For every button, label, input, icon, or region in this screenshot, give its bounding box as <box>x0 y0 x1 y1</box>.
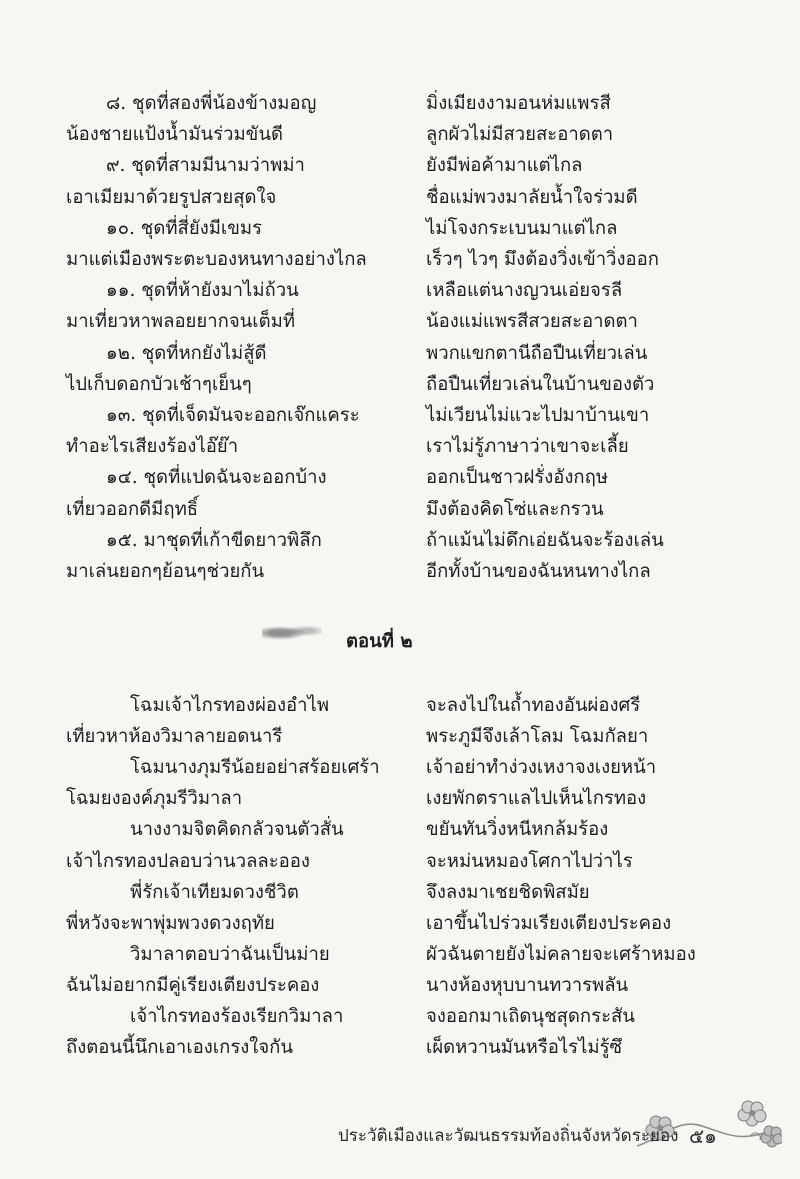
verse-right: มิ่งเมียงงามอนห่มแพรสี <box>426 93 611 114</box>
verse-right: เร็วๆ ไวๆ มึงต้องวิ่งเข้าวิ่งออก <box>426 249 659 270</box>
verse-left: ๙. ชุดที่สามมีนามว่าพม่า <box>106 155 305 177</box>
verse-right: ถือปืนเที่ยวเล่นในบ้านของตัว <box>426 373 655 395</box>
verse-left: เจ้าไกรทองปลอบว่านวลละออง <box>66 850 310 872</box>
section-title: ตอนที่ ๒ <box>346 631 413 652</box>
verse-left: พี่รักเจ้าเทียมดวงชีวิต <box>130 881 299 903</box>
verse-left: ฉันไม่อยากมีคู่เรียงเตียงประคอง <box>66 974 320 996</box>
verse-left: ๑๒. ชุดที่หกยังไม่สู้ดี <box>106 342 267 364</box>
verse-left: มาเล่นยอกๆย้อนๆช่วยกัน <box>66 561 265 582</box>
verse-left: ถึงตอนนี้นึกเอาเองเกรงใจกัน <box>66 1037 294 1059</box>
verse-right: ขยันทันวิ่งหนีหกล้มร้อง <box>426 819 609 841</box>
footer-title: ประวัติเมืองและวัฒนธรรมท้องถิ่นจังหวัดระยอง <box>338 1126 679 1146</box>
verse-right: น้องแม่แพรสีสวยสะอาดตา <box>426 311 638 333</box>
verse-left: ทำอะไรเสียงร้องไอ๊ย๊า <box>66 436 239 458</box>
page-number: ๕๑ <box>689 1124 717 1148</box>
verse-right: ออกเป็นชาวฝรั่งอังกฤษ <box>426 467 609 489</box>
verse-right: นางห้องหุบบานทวารพลัน <box>426 974 629 996</box>
verse-left: มาแต่เมืองพระตะบองหนทางอย่างไกล <box>66 249 367 270</box>
verse-right: เราไม่รู้ภาษาว่าเขาจะเลี้ย <box>426 436 629 458</box>
verse-right: เจ้าอย่าทำง่วงเหงาจงเงยหน้า <box>426 757 657 779</box>
verse-right: มึงต้องคิดโซ่และกรวน <box>426 498 604 520</box>
verse-right: เอาขึ้นไปร่วมเรียงเตียงประคอง <box>426 912 672 934</box>
verse-left: ไปเก็บดอกบัวเช้าๆเย็นๆ <box>66 373 252 395</box>
verse-left: เที่ยวหาห้องวิมาลายอดนารี <box>66 726 283 748</box>
verse-right: เผ็ดหวานมันหรือไรไม่รู้ซึ <box>426 1037 623 1059</box>
verse-right: ผัวฉันตายยังไม่คลายจะเศร้าหมอง <box>426 943 696 965</box>
verse-left: น้องชายแป้งน้ำมันร่วมขันดี <box>66 124 283 146</box>
verse-left: โฉมนางภุมรีน้อยอย่าสร้อยเศร้า <box>130 757 380 779</box>
verse-right: พระภูมีจึงเล้าโลม โฉมกัลยา <box>426 726 649 748</box>
verse-left: นางงามจิตคิดกลัวจนตัวสั่น <box>130 819 344 841</box>
verse-left: พี่หวังจะพาพุ่มพวงดวงฤทัย <box>66 912 275 934</box>
verse-right: ลูกผัวไม่มีสวยสะอาดตา <box>426 124 614 146</box>
verse-right: จึงลงมาเชยชิดพิสมัย <box>426 881 590 903</box>
verse-right: ยังมีพ่อค้ามาแต่ไกล <box>426 155 583 177</box>
verse-right: จะลงไปในถ้ำทองอันผ่องศรี <box>426 695 641 716</box>
verse-right: เงยพักตราแลไปเห็นไกรทอง <box>426 788 647 810</box>
verse-left: เอาเมียมาด้วยรูปสวยสุดใจ <box>66 186 277 208</box>
verse-left: ๘. ชุดที่สองพี่น้องข้างมอญ <box>106 93 317 114</box>
verse-left: โฉมเจ้าไกรทองผ่องอำไพ <box>130 695 330 716</box>
verse-left: ๑๕. มาชุดที่เก้าขีดยาวพิลึก <box>106 529 322 551</box>
verse-left: มาเที่ยวหาพลอยยากจนเต็มที่ <box>66 311 296 333</box>
verse-right: ชื่อแม่พวงมาลัยน้ำใจร่วมดี <box>426 186 638 208</box>
verse-right: ถ้าแม้นไม่ดึกเอ่ยฉันจะร้องเล่น <box>426 529 664 551</box>
verse-left: ๑๔. ชุดที่แปดฉันจะออกบ้าง <box>106 467 327 489</box>
verse-left: ๑๐. ชุดที่สี่ยังมีเขมร <box>106 217 263 239</box>
verse-left: เจ้าไกรทองร้องเรียกวิมาลา <box>130 1006 344 1027</box>
verse-left: ๑๑. ชุดที่ห้ายังมาไม่ถ้วน <box>106 280 299 302</box>
verse-left: วิมาลาตอบว่าฉันเป็นม่าย <box>130 943 330 965</box>
verse-left: ๑๓. ชุดที่เจ็ดมันจะออกเจ๊กแคระ <box>106 405 360 426</box>
verse-left: เที่ยวออกดีมีฤทธิ์ <box>66 498 199 520</box>
verse-right: ไม่โจงกระเบนมาแต่ไกล <box>426 217 618 239</box>
verse-right: จะหม่นหมองโศกาไปว่าไร <box>426 850 633 872</box>
ink-smudge <box>262 622 322 644</box>
verse-right: เหลือแต่นางญวนเอ่ยจรลี <box>426 280 623 302</box>
verse-right: ไม่เวียนไม่แวะไปมาบ้านเขา <box>426 405 650 426</box>
verse-left: โฉมยงองค์ภุมรีวิมาลา <box>66 788 243 810</box>
verse-right: จงออกมาเถิดนุชสุดกระสัน <box>426 1006 635 1027</box>
verse-right: อีกทั้งบ้านของฉันหนทางไกล <box>426 561 651 582</box>
verse-right: พวกแขกตานีถือปืนเที่ยวเล่น <box>426 342 648 364</box>
